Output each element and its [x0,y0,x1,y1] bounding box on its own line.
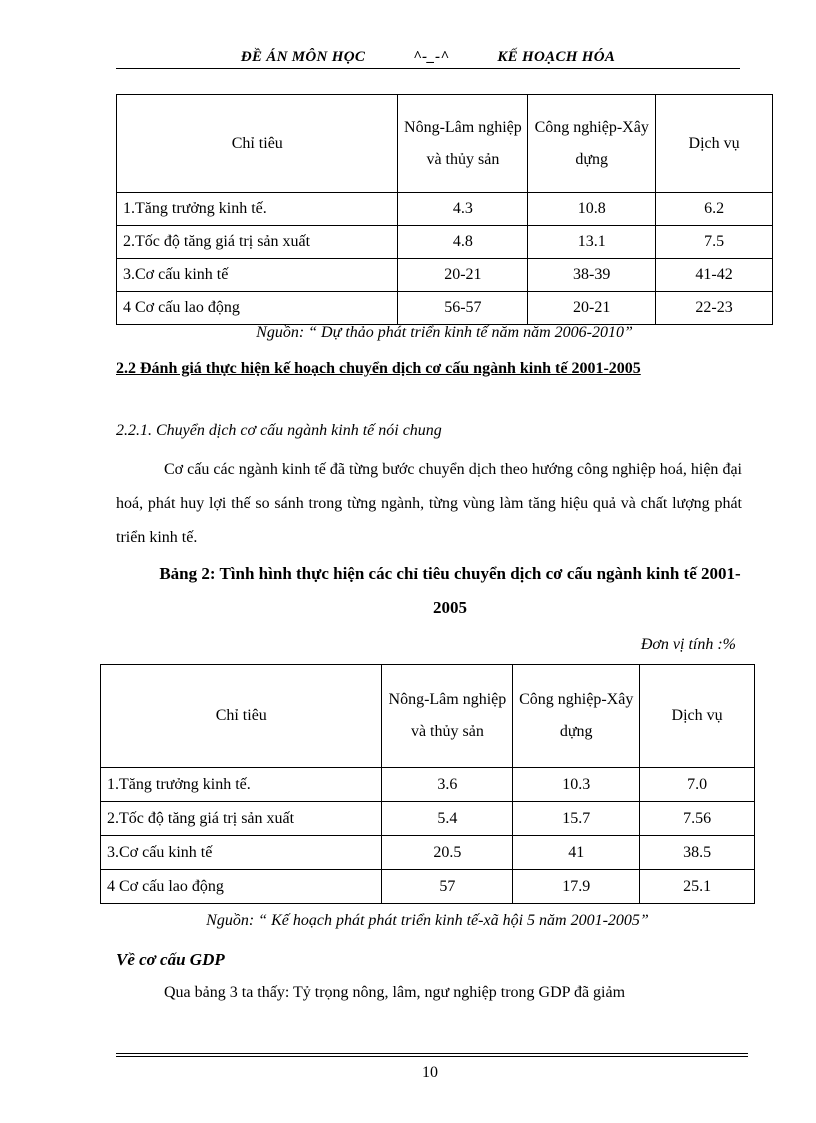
table-cell: 13.1 [528,226,656,259]
table-header-cell: Công nghiệp-Xây dựng [528,95,656,193]
table-cell: 10.3 [513,768,640,802]
subsection-heading: 2.2.1. Chuyển dịch cơ cấu ngành kinh tế nói chung [116,422,442,439]
table-row [117,292,773,325]
header-middle: ^-_-^ [413,49,450,65]
table-header-cell: Dịch vụ [656,95,773,193]
table-row [117,226,773,259]
table-header-row [101,665,755,768]
table-cell: 5.4 [382,802,513,836]
table-cell: 38-39 [528,259,656,292]
table-row [101,768,755,802]
table-header-cell: Công nghiệp-Xây dựng [513,665,640,768]
table-cell: 57 [382,870,513,904]
gdp-heading: Về cơ cấu GDP [116,950,225,969]
table-header-cell: Nông-Lâm nghiệp và thủy sản [398,95,528,193]
table-header-cell: Dịch vụ [640,665,755,768]
table-cell: 3.Cơ cấu kinh tế [117,259,398,292]
table-cell: 41 [513,836,640,870]
body-paragraph: Cơ cấu các ngành kinh tế đã từng bước chuyển dịch theo hướng công nghiệp hoá, hiện đại hoá, phát huy lợi thế so sánh trong từng ngành, từng vùng làm tăng hiệu quả và chất lượng phát triển kinh tế. [116,461,742,546]
table-row [117,193,773,226]
table-cell: 2.Tốc độ tăng giá trị sản xuất [117,226,398,259]
table-cell: 2.Tốc độ tăng giá trị sản xuất [101,802,382,836]
footer-rule-top [116,1053,748,1054]
table-cell: 20-21 [398,259,528,292]
table-cell: 15.7 [513,802,640,836]
table-row [101,870,755,904]
table-cell: 22-23 [656,292,773,325]
table-cell: 10.8 [528,193,656,226]
table-1-source: Nguồn: “ Dự thảo phát triển kinh tế năm năm 2006-2010” [256,324,633,341]
table-cell: 25.1 [640,870,755,904]
section-heading: 2.2 Đánh giá thực hiện kế hoạch chuyển dịch cơ cấu ngành kinh tế 2001-2005 [116,360,641,377]
page-number: 10 [422,1064,438,1081]
table-cell: 7.5 [656,226,773,259]
table-cell: 1.Tăng trưởng kinh tế. [117,193,398,226]
header-right: KẾ HOẠCH HÓA [497,49,616,65]
footer-rule-bottom [116,1056,748,1057]
table-cell: 41-42 [656,259,773,292]
table-2-title: Bảng 2: Tình hình thực hiện các chỉ tiêu chuyển dịch cơ cấu ngành kinh tế 2001-2005 [159,564,741,617]
table-cell: 7.0 [640,768,755,802]
table-header-cell: Chỉ tiêu [101,665,382,768]
table-cell: 20.5 [382,836,513,870]
table-header-cell: Chỉ tiêu [117,95,398,193]
table-cell: 4 Cơ cấu lao động [101,870,382,904]
table-cell: 1.Tăng trưởng kinh tế. [101,768,382,802]
running-header [116,49,740,66]
table-header-cell: Nông-Lâm nghiệp và thủy sản [382,665,513,768]
table-cell: 7.56 [640,802,755,836]
table-row [101,802,755,836]
table-cell: 6.2 [656,193,773,226]
table-header-row [117,95,773,193]
table-row [117,259,773,292]
table-cell: 3.Cơ cấu kinh tế [101,836,382,870]
body-paragraph: Qua bảng 3 ta thấy: Tỷ trọng nông, lâm, ngư nghiệp trong GDP đã giảm [164,984,626,1001]
table-2 [100,664,755,904]
unit-label: Đơn vị tính :% [640,636,736,653]
header-left: ĐỀ ÁN MÔN HỌC [240,49,366,65]
table-row [101,836,755,870]
table-cell: 56-57 [398,292,528,325]
table-cell: 3.6 [382,768,513,802]
table-cell: 4.3 [398,193,528,226]
table-2-source: Nguồn: “ Kế hoạch phát phát triển kinh tế-xã hội 5 năm 2001-2005” [206,912,649,929]
table-cell: 38.5 [640,836,755,870]
table-cell: 17.9 [513,870,640,904]
table-cell: 4.8 [398,226,528,259]
table-cell: 4 Cơ cấu lao động [117,292,398,325]
table-cell: 20-21 [528,292,656,325]
table-1 [116,94,773,325]
header-rule [116,68,740,69]
